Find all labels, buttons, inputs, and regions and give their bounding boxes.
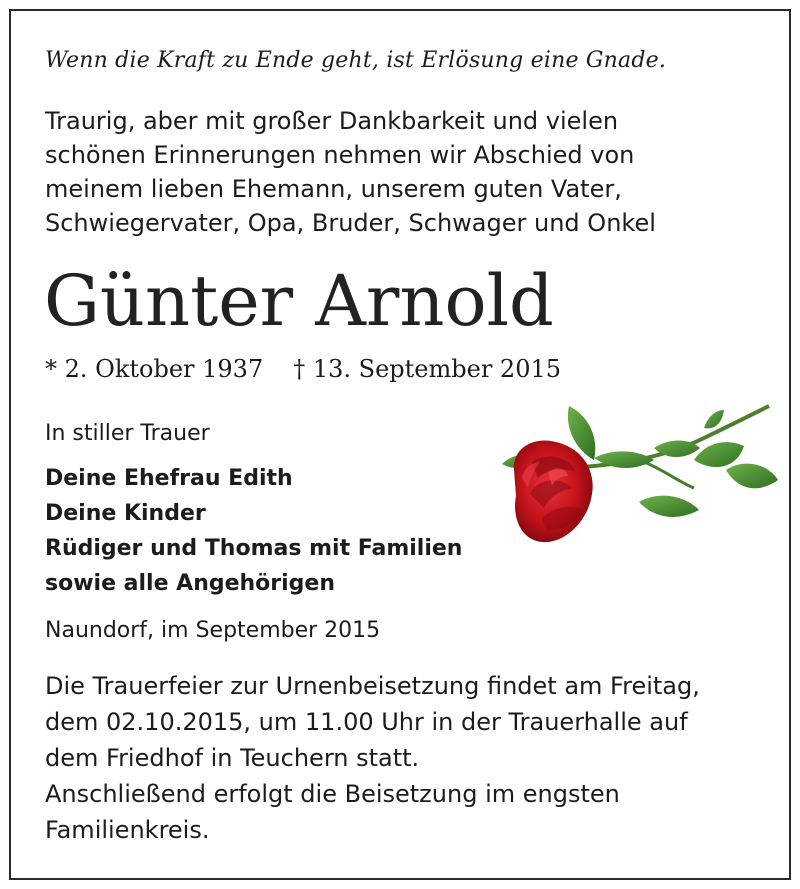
family-line: sowie alle Angehörigen	[45, 571, 336, 596]
family-line: Deine Ehefrau Edith	[45, 466, 293, 491]
ceremony-line: Anschließend erfolgt die Beisetzung im engsten	[45, 780, 620, 808]
ceremony-info	[45, 668, 700, 848]
mourning-line: In stiller Trauer	[45, 421, 210, 446]
intro-line: Schwiegervater, Opa, Bruder, Schwager und Onkel	[45, 209, 656, 237]
ceremony-line: dem 02.10.2015, um 11.00 Uhr in der Trauerhalle auf	[45, 708, 688, 736]
place-date: Naundorf, im September 2015	[45, 618, 381, 643]
intro-line: Traurig, aber mit großer Dankbarkeit und vielen	[45, 107, 619, 135]
family-line: Rüdiger und Thomas mit Familien	[45, 536, 463, 561]
life-dates	[45, 352, 561, 386]
family-signature	[45, 461, 462, 601]
family-line: Deine Kinder	[45, 501, 206, 526]
motto-quote: Wenn die Kraft zu Ende geht, ist Erlösung eine Gnade.	[45, 48, 667, 73]
birth-date: * 2. Oktober 1937	[45, 355, 264, 383]
intro-text	[45, 104, 745, 240]
ceremony-line: Die Trauerfeier zur Urnenbeisetzung findet am Freitag,	[45, 672, 700, 700]
intro-line: schönen Erinnerungen nehmen wir Abschied von	[45, 141, 635, 169]
intro-line: meinem lieben Ehemann, unserem guten Vater,	[45, 175, 622, 203]
deceased-name: Günter Arnold	[44, 260, 554, 342]
red-rose-icon	[494, 398, 780, 558]
ceremony-line: Familienkreis.	[45, 816, 210, 844]
ceremony-line: dem Friedhof in Teuchern statt.	[45, 744, 420, 772]
death-date: † 13. September 2015	[293, 355, 562, 383]
